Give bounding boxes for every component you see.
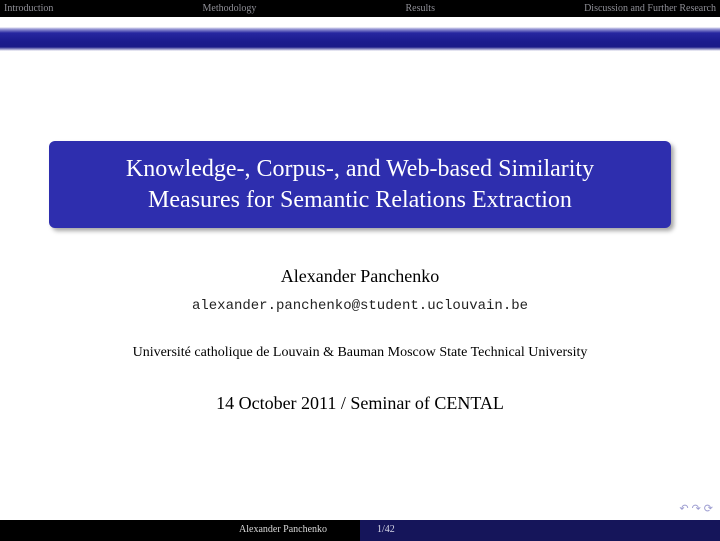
nav-discussion[interactable]: Discussion and Further Research	[584, 3, 716, 14]
page-number: 1/42	[377, 524, 395, 535]
nav-introduction[interactable]: Introduction	[4, 3, 54, 14]
author-email: alexander.panchenko@student.uclouvain.be	[191, 298, 529, 314]
slide-back-icon[interactable]: ↶	[679, 502, 689, 515]
institute: Université catholique de Louvain & Bauman Moscow State Technical University	[132, 345, 588, 360]
footer-author: Alexander Panchenko	[239, 524, 328, 535]
footer-page-section	[360, 520, 720, 541]
footer-bar	[0, 520, 720, 541]
header-decoration-bar	[0, 17, 720, 51]
beamer-navigation-symbols	[679, 502, 713, 515]
section-navigation	[0, 0, 720, 17]
nav-results[interactable]: Results	[405, 3, 435, 14]
slide-forward-icon[interactable]: ↷	[691, 502, 701, 515]
slide-title-line-1: Knowledge-, Corpus-, and Web-based Similarity	[125, 155, 595, 182]
title-box	[49, 141, 671, 228]
search-icon[interactable]: ⟳	[703, 502, 713, 515]
nav-methodology[interactable]: Methodology	[202, 3, 257, 14]
date-event: 14 October 2011 / Seminar of CENTAL	[216, 393, 504, 413]
slide-title-line-2: Measures for Semantic Relations Extraction	[148, 186, 572, 213]
author-name: Alexander Panchenko	[280, 266, 440, 286]
